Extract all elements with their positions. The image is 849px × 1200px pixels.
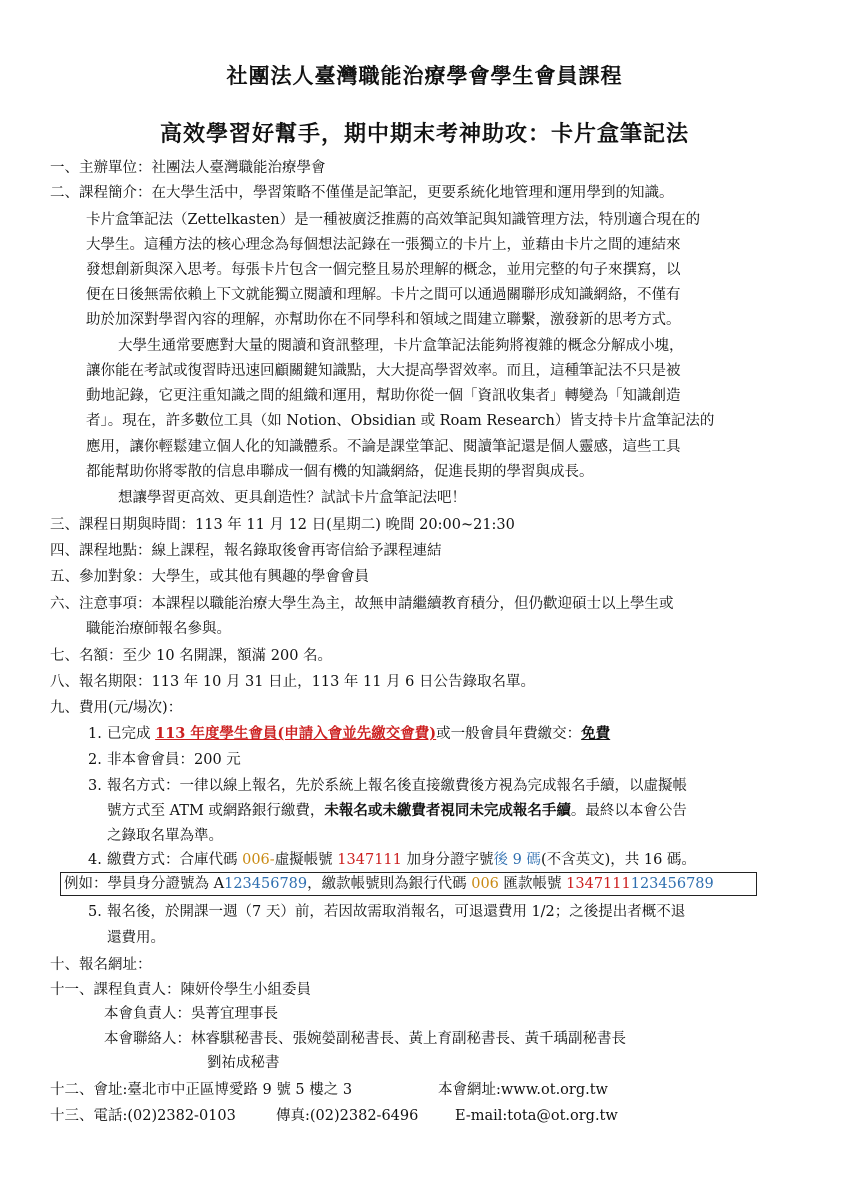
deadline-line: 八、報名期限：113 年 10 月 31 日止，113 年 11 月 6 日公告錄取名單。	[50, 674, 536, 690]
registration-method-line	[107, 801, 687, 821]
intro-paragraph-line: 大學生通常要應對大量的閱讀和資訊整理，卡片盒筆記法能夠將複雜的概念分解成小塊，	[118, 338, 684, 354]
fax-line: 傳真:(02)2382-6496	[276, 1108, 419, 1124]
fee-item-number: 2.	[88, 752, 102, 768]
intro-paragraph-line: 動地記錄，它更注重知識之間的組織和運用，幫助你從一個「資訊收集者」轉變為「知識創造	[86, 388, 681, 404]
bank-code: 006-	[242, 852, 275, 868]
notes-line: 六、注意事項：本課程以職能治療大學生為主，故無申請繼續教育積分，但仍歡迎碩士以上學生或	[50, 596, 674, 612]
payment-text: 加身分證字號	[401, 852, 494, 868]
example-text: ，繳款帳號則為銀行代碼	[307, 876, 472, 892]
registration-method-line: 報名方式：一律以線上報名，先於系統上報名後直接繳費後方視為完成報名手續，以虛擬帳	[107, 778, 687, 794]
intro-line: 二、課程簡介：在大學生活中，學習策略不僅僅是記筆記，更要系統化地管理和運用學到的知識。	[50, 185, 674, 201]
free-label: 免費	[581, 725, 611, 742]
registration-text: 。最終以本會公告	[570, 803, 687, 819]
registration-method-line: 之錄取名單為準。	[107, 828, 223, 844]
fee-text: 已完成	[107, 726, 156, 742]
address-line: 十二、會址:臺北市中正區博愛路 9 號 5 樓之 3	[50, 1082, 353, 1098]
id-digits: 後 9 碼	[493, 852, 541, 868]
example-virtual-account: 1347111	[566, 876, 631, 892]
intro-paragraph-line: 者」。現在，許多數位工具（如 Notion、Obsidian 或 Roam Research）皆支持卡片盒筆記法的	[86, 413, 715, 429]
payment-text: 虛擬帳號	[274, 852, 338, 868]
notes-line-cont: 職能治療師報名參與。	[86, 621, 231, 637]
refund-line: 還費用。	[107, 930, 165, 946]
fee-item-number: 4.	[88, 852, 102, 868]
phone-line: 十三、電話:(02)2382-0103	[50, 1108, 236, 1124]
organizer-line: 一、主辦單位：社團法人臺灣職能治療學會	[50, 160, 326, 176]
website-line: 本會網址:www.ot.org.tw	[438, 1082, 608, 1098]
intro-paragraph-line: 便在日後無需依賴上下文就能獨立閱讀和理解。卡片之間可以通過關聯形成知識網絡，不僅有	[86, 287, 681, 303]
fee-heading: 九、費用(元/場次)：	[50, 700, 183, 716]
payment-example	[64, 874, 714, 894]
fee-item-nonmember: 非本會會員：200 元	[107, 752, 241, 768]
member-condition-highlight: 113 年度學生會員(申請入會並先繳交會費)	[155, 725, 437, 742]
intro-paragraph-line: 讓你能在考試或復習時迅速回顧關鍵知識點，大大提高學習效率。而且，這種筆記法不只是被	[86, 363, 681, 379]
quota-line: 七、名額：至少 10 名開課，額滿 200 名。	[50, 648, 333, 664]
payment-method-line	[107, 850, 696, 870]
example-id: 123456789	[224, 876, 308, 892]
registration-text: 號方式至 ATM 或網路銀行繳費，	[107, 803, 325, 819]
location-line: 四、課程地點：線上課程，報名錄取後會再寄信給予課程連結	[50, 543, 442, 559]
intro-paragraph-line: 助於加深對學習內容的理解，亦幫助你在不同學科和領域之間建立聯繫，激發新的思考方式。	[86, 312, 681, 328]
example-text: 例如：學員身分證號為 A	[64, 876, 225, 892]
contacts-line: 本會聯絡人：林睿騏秘書長、張婉嫈副秘書長、黃上育副秘書長、黃千瑀副秘書長	[104, 1031, 626, 1047]
email-line: E-mail:tota@ot.org.tw	[455, 1108, 618, 1124]
example-bank-code: 006	[471, 876, 499, 892]
intro-closing-line: 想讓學習更高效、更具創造性？試試卡片盒筆記法吧！	[118, 490, 466, 506]
registration-url-line: 十、報名網址：	[50, 957, 152, 973]
refund-line: 報名後，於開課一週（7 天）前，若因故需取消報名，可退還費用 1/2；之後提出者概不退	[107, 904, 686, 920]
intro-paragraph-line: 應用，讓你輕鬆建立個人化的知識體系。不論是課堂筆記、閱讀筆記還是個人靈感，這些工具	[86, 439, 681, 455]
course-lead-line: 十一、課程負責人：陳妍伶學生小組委員	[50, 982, 311, 998]
fee-item-number: 5.	[88, 904, 102, 920]
document-title: 社團法人臺灣職能治療學會學生會員課程	[226, 63, 623, 88]
payment-text: 繳費方式：合庫代碼	[107, 852, 243, 868]
contacts-line-cont: 劉祐成秘書	[207, 1055, 280, 1071]
fee-item-number: 3.	[88, 778, 102, 794]
intro-paragraph-line: 大學生。這種方法的核心理念為每個想法記錄在一張獨立的卡片上，並藉由卡片之間的連結來	[86, 237, 681, 253]
registration-warning: 未報名或未繳費者視同未完成報名手續	[324, 802, 571, 819]
course-title: 高效學習好幫手，期中期末考神助攻：卡片盒筆記法	[159, 121, 689, 147]
fee-item-number: 1.	[88, 726, 102, 742]
association-head-line: 本會負責人：吳菁宜理事長	[104, 1006, 278, 1022]
intro-paragraph-line: 發想創新與深入思考。每張卡片包含一個完整且易於理解的概念，並用完整的句子來撰寫，以	[86, 262, 681, 278]
example-text: 匯款帳號	[498, 876, 567, 892]
example-id-digits: 123456789	[630, 876, 714, 892]
fee-text: 或一般會員年費繳交：	[436, 726, 582, 742]
intro-paragraph-line: 都能幫助你將零散的信息串聯成一個有機的知識網絡，促進長期的學習與成長。	[86, 464, 594, 480]
fee-item-member	[107, 724, 610, 744]
date-time-line: 三、課程日期與時間：113 年 11 月 12 日(星期二) 晚間 20:00~21:30	[50, 517, 515, 533]
audience-line: 五、參加對象：大學生，或其他有興趣的學會會員	[50, 569, 369, 585]
payment-text: (不含英文)，共 16 碼。	[540, 852, 696, 868]
virtual-account: 1347111	[337, 852, 402, 868]
intro-paragraph-line: 卡片盒筆記法（Zettelkasten）是一種被廣泛推薦的高效筆記與知識管理方法，特別適合現在的	[86, 212, 701, 228]
